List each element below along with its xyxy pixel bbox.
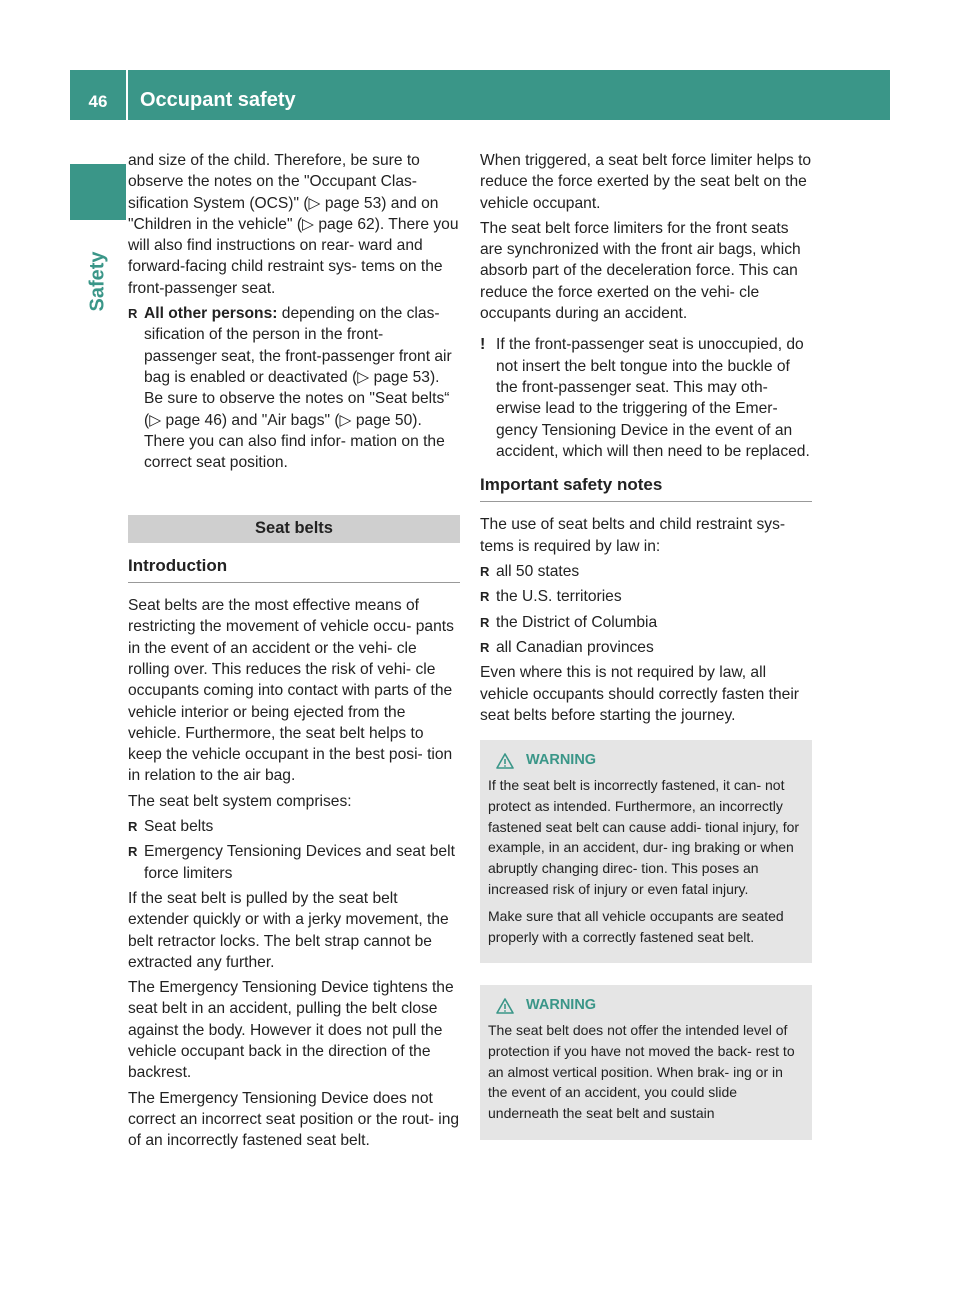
- page-number: 46: [88, 92, 108, 111]
- paragraph: Even where this is not required by law, all vehicle occupants should correctly fasten their seat belts before starting the journey.: [480, 664, 799, 724]
- bullet-bold-label: All other persons:: [144, 305, 278, 323]
- subheading-introduction: Introduction: [128, 555, 460, 583]
- side-tab-block: [70, 164, 126, 220]
- system-list: [128, 816, 460, 884]
- warning-header: [496, 750, 804, 771]
- intro-paragraph: and size of the child. Therefore, be sure to observe the notes on the "Occupant Clas- sification System (OCS)" (▷ page 53) and on "Children in the vehicle" (▷ page 62). There you will also find instructions on rear- ward and forward-facing child restraint sys- tems on the front-passenger seat.: [128, 152, 459, 297]
- header-divider: [126, 70, 128, 122]
- bullet-marker: R: [480, 614, 490, 630]
- paragraph: Seat belts are the most effective means of restricting the movement of vehicle occu- pants in the event of an accident or the vehi- cle rolling over. This reduces the risk of vehi- cle occupants coming into contact with parts of the vehicle interior or being ejected from the vehicle. Furthermore, the seat belt helps to keep the vehicle occupant in the best posi- tion in relation to the air bag.: [128, 597, 454, 785]
- bullet-marker: R: [128, 306, 138, 322]
- chapter-title: Occupant safety: [140, 89, 296, 111]
- caution-icon: !: [480, 336, 486, 354]
- paragraph: The Emergency Tensioning Device tightens the seat belt in an accident, pulling the belt close against the body. However it does not pull the vehicle occupant back in the direction of the backrest.: [128, 979, 454, 1082]
- warning-title: WARNING: [526, 752, 597, 769]
- warning-text: If the seat belt is incorrectly fastened, it can- not protect as intended. Furthermore, an incorrectly fastened seat belt can cause addi- tional injury, for example, in an accident, dur- ing braking or when abruptly changing direc- tion. This poses an increased risk of injury or even fatal injury.: [488, 776, 800, 897]
- warning-title: WARNING: [526, 997, 597, 1014]
- side-tab-label: Safety: [86, 251, 109, 312]
- bullet-marker: R: [480, 564, 490, 580]
- warning-triangle-icon: [496, 998, 514, 1014]
- paragraph: When triggered, a seat belt force limiter helps to reduce the force exerted by the seat belt on the vehicle occupant.: [480, 152, 812, 212]
- right-column: [480, 150, 812, 1162]
- paragraph: The seat belt force limiters for the front seats are synchronized with the front air bags, which absorb part of the deceleration force. This can reduce the force exerted on the vehi- cle occupants during an accident.: [480, 219, 801, 323]
- paragraph: The Emergency Tensioning Device does not correct an incorrect seat position or the rout- ing of an incorrectly fastened seat belt.: [128, 1089, 460, 1150]
- list-item: R the U.S. territories: [480, 586, 812, 607]
- bullet-marker: R: [128, 819, 138, 835]
- paragraph: The use of seat belts and child restraint sys- tems is required by law in:: [480, 516, 786, 555]
- list-item: R Seat belts: [128, 816, 460, 837]
- occupant-bullets: [128, 303, 460, 473]
- subheading-safety-notes: Important safety notes: [480, 474, 812, 502]
- warning-triangle-icon: [496, 753, 514, 769]
- caution-note: ! If the front-passenger seat is unoccupied, do not insert the belt tongue into the buckle of the front-passenger seat. This may oth- erwise lead to the triggering of the Emer- gency Tensioning Device in the event of an accident, which will then need to be replaced.: [480, 336, 810, 460]
- list-item: R Emergency Tensioning Devices and seat belt force limiters: [128, 843, 455, 882]
- warning-header: [496, 995, 804, 1016]
- list-item: R all 50 states: [480, 561, 812, 582]
- law-list: [480, 561, 812, 658]
- warning-box: [480, 740, 812, 963]
- warning-box: [480, 985, 812, 1140]
- bullet-text: depending on the clas- sification of the person in the front- passenger seat, the front-passenger front air bag is enabled or deactivated (▷ page 53). Be sure to observe the notes on "Seat belts“ (▷ page 46) and "Air bags" (▷ page 50). There you can also find infor- mation on the correct seat position.: [144, 305, 452, 472]
- list-item: R all Canadian provinces: [480, 637, 812, 658]
- list-item: [128, 303, 460, 473]
- paragraph: The seat belt system comprises:: [128, 792, 352, 810]
- left-column: [128, 150, 460, 1155]
- warning-text: The seat belt does not offer the intended level of protection if you have not moved the back- rest to an almost vertical position. When brak- ing or in the event of an accident, you could slide underneath the seat belt and sustain: [488, 1022, 795, 1122]
- bullet-marker: R: [480, 589, 490, 605]
- bullet-marker: R: [480, 639, 490, 655]
- warning-text: Make sure that all vehicle occupants are seated properly with a correctly fastened seat belt.: [488, 907, 784, 945]
- paragraph: If the seat belt is pulled by the seat belt extender quickly or with a jerky movement, the belt retractor locks. The belt strap cannot be extracted any further.: [128, 889, 449, 971]
- bullet-marker: R: [128, 844, 138, 860]
- list-item: R the District of Columbia: [480, 612, 812, 633]
- section-title: Seat belts: [128, 515, 460, 542]
